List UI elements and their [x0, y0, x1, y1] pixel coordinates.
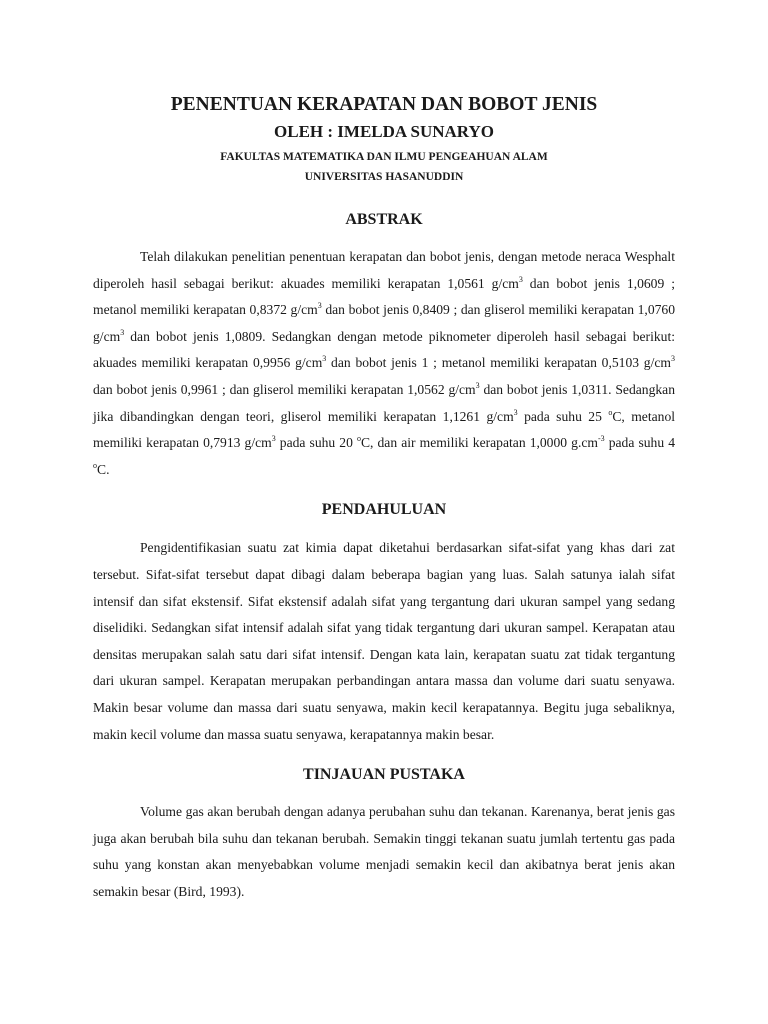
superscript: -3 [597, 434, 605, 444]
abstract-text: dan bobot jenis 1 ; metanol memiliki kerapatan 0,5103 g/cm [326, 355, 671, 371]
abstract-text: dan bobot jenis 1,0809. Sedangkan dengan metode piknometer diperoleh hasil sebagai berikut: akuades memiliki kerapatan 0,9956 g/cm [93, 328, 675, 371]
superscript: 3 [475, 380, 480, 390]
superscript: 3 [322, 354, 327, 364]
abstract-text: Telah dilakukan penelitian penentuan kerapatan dan bobot jenis, dengan metode neraca Wesphalt diperoleh hasil sebagai berikut: akuades memiliki kerapatan 1,0561 g/cm [93, 249, 675, 291]
superscript: 3 [271, 434, 276, 444]
abstract-text: C. [97, 461, 110, 477]
literature-review-paragraph [93, 799, 675, 905]
abstract-text: C, metanol memiliki kerapatan 0,7913 g/cm [93, 408, 676, 451]
superscript: 3 [671, 354, 675, 364]
abstract-heading: ABSTRAK [345, 211, 423, 228]
abstract-text: dan bobot jenis 0,8409 ; dan gliserol memiliki kerapatan 1,0760 g/cm [93, 302, 676, 344]
author-line: OLEH : IMELDA SUNARYO [274, 122, 494, 141]
abstract-text: dan bobot jenis 0,9961 ; dan gliserol memiliki kerapatan 1,0562 g/cm [93, 381, 476, 397]
abstract-text: dan bobot jenis 1,0609 ; metanol memiliki kerapatan 0,8372 g/cm [93, 275, 675, 318]
introduction-text: Pengidentifikasian suatu zat kimia dapat diketahui berdasarkan sifat-sifat yang khas dari zat tersebut. Sifat-sifat tersebut dapat dibagi dalam beberapa bagian yang luas. Salah satunya ialah sifat intensif dan sifat ekstensif. Sifat ekstensif adalah sifat yang tergantung dari ukuran sampel yang sedang diselidiki. Sedangkan sifat intensif adalah sifat yang tidak tergantung dari ukuran sampel. Kerapatan atau densitas merupakan salah satu dari sifat intensif. Dengan kata lain, kerapatan suatu zat tidak tergantung dari ukuran sampel. Kerapatan merupakan perbandingan antara massa dan volume dari suatu senyawa. Makin besar volume dan massa dari suatu senyawa, makin kecil kerapatannya. Begitu juga sebaliknya, makin kecil volume dan massa suatu senyawa, kerapatannya makin besar. [93, 540, 675, 742]
literature-review-heading: TINJAUAN PUSTAKA [303, 766, 465, 784]
abstract-paragraph [93, 244, 675, 483]
superscript: 3 [513, 407, 518, 417]
abstract-text: pada suhu 25 [517, 408, 609, 424]
faculty-line: FAKULTAS MATEMATIKA DAN ILMU PENGEAHUAN ALAM [220, 151, 548, 163]
superscript: 3 [317, 301, 322, 311]
degree-superscript: o [93, 460, 97, 470]
superscript: 3 [518, 274, 523, 284]
degree-superscript: o [608, 407, 613, 417]
abstract-text: dan bobot jenis 1,0311. Sedangkan jika dibandingkan dengan teori, gliserol memiliki kerapatan 1,1261 g/cm [93, 381, 675, 424]
university-line: UNIVERSITAS HASANUDDIN [304, 171, 464, 183]
superscript: 3 [120, 327, 125, 337]
degree-superscript: o [356, 434, 361, 444]
introduction-paragraph [93, 535, 675, 748]
abstract-text: C, dan air memiliki kerapatan 1,0000 g.cm [360, 435, 598, 451]
literature-review-text: Volume gas akan berubah dengan adanya perubahan suhu dan tekanan. Karenanya, berat jenis gas juga akan berubah bila suhu dan tekanan berubah. Semakin tinggi tekanan suatu jumlah tertentu gas pada suhu yang konstan akan menyebabkan volume menjadi semakin kecil dan akibatnya berat jenis akan semakin besar (Bird, 1993). [93, 804, 675, 899]
introduction-heading: PENDAHULUAN [321, 501, 447, 519]
paper-title: PENENTUAN KERAPATAN DAN BOBOT JENIS [170, 94, 598, 115]
abstract-text: pada suhu 4 [604, 435, 676, 451]
abstract-text: pada suhu 20 [275, 435, 357, 451]
